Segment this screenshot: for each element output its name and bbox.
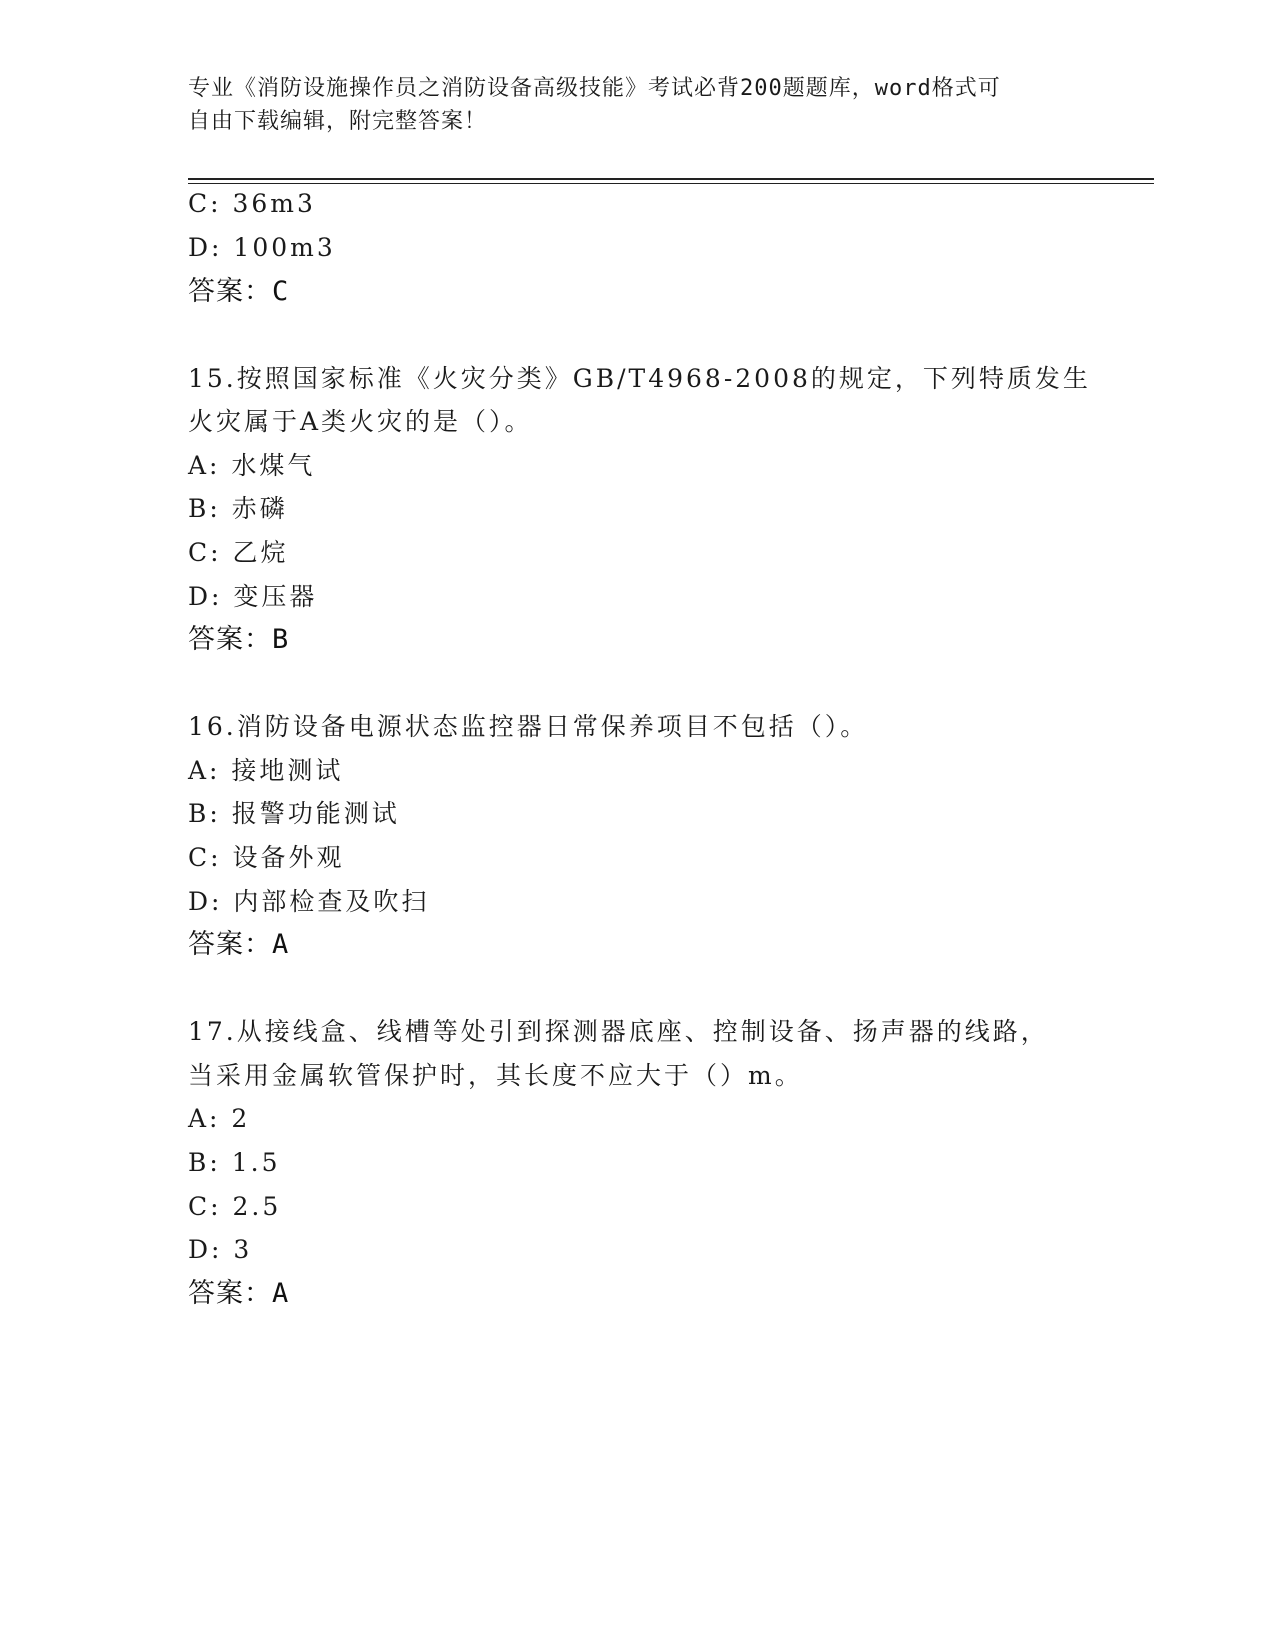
question-16-option-c: C: 设备外观 [188,843,345,872]
question-15-option-d: D: 变压器 [188,582,318,611]
answer: 答案：C [188,276,290,307]
question-16-option-b: B: 报警功能测试 [188,799,400,828]
question-17-line-1: 17.从接线盒、线槽等处引到探测器底座、控制设备、扬声器的线路， [188,1017,1049,1046]
option-d: D: 100m3 [188,233,336,262]
question-17-answer: 答案：A [188,1278,290,1309]
option-c: C: 36m3 [188,189,316,218]
question-15-line-2: 火灾属于A类火灾的是（）。 [188,407,533,436]
question-15-option-c: C: 乙烷 [188,538,289,567]
question-17-option-b: B: 1.5 [188,1148,281,1177]
question-17-option-c: C: 2.5 [188,1192,282,1221]
question-16-option-a: A: 接地测试 [188,756,344,785]
header-line-1: 专业《消防设施操作员之消防设备高级技能》考试必背200题题库，word格式可 [188,76,1001,101]
question-16-option-d: D: 内部检查及吹扫 [188,887,430,916]
document-header [188,72,1088,138]
question-15-option-a: A: 水煤气 [188,451,316,480]
question-16-answer: 答案：A [188,929,290,960]
question-16-line-1: 16.消防设备电源状态监控器日常保养项目不包括（）。 [188,712,869,741]
header-divider-thick [188,178,1154,180]
header-divider-thin [188,183,1154,184]
question-15-option-b: B: 赤磷 [188,494,288,523]
question-17-line-2: 当采用金属软管保护时，其长度不应大于（）m。 [188,1061,803,1090]
question-17-option-a: A: 2 [188,1104,251,1133]
header-line-2: 自由下载编辑，附完整答案！ [188,109,488,134]
question-17-option-d: D: 3 [188,1235,253,1264]
question-15-answer: 答案：B [188,624,290,655]
question-15-line-1: 15.按照国家标准《火灾分类》GB/T4968-2008的规定，下列特质发生 [188,364,1091,393]
